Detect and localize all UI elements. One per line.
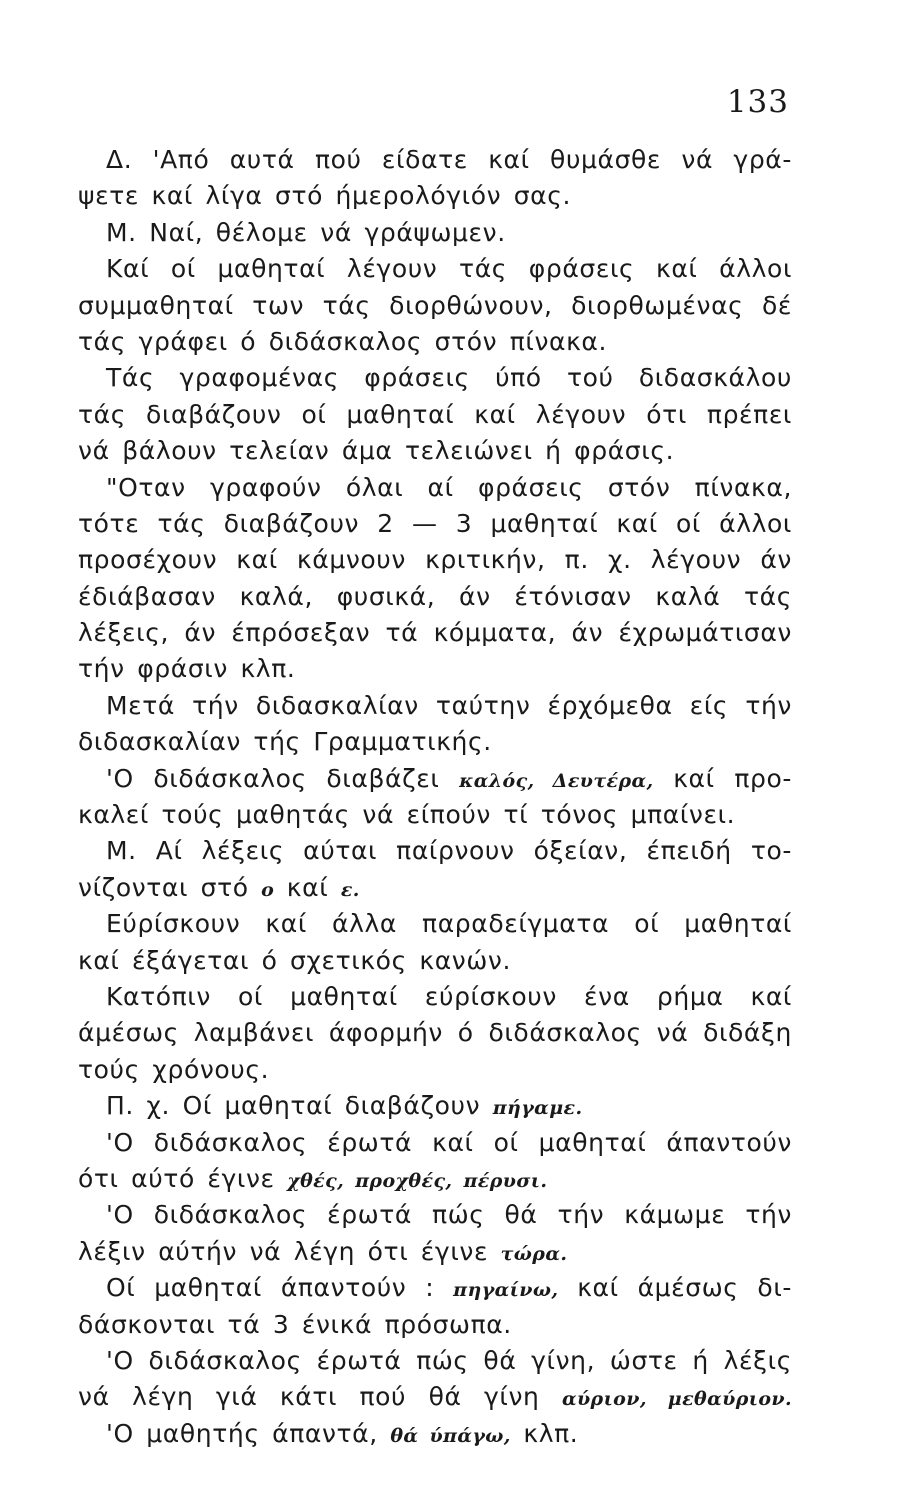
text-run: Καί οί μαθηταί λέγουν τάς φράσεις καί άλλοι [106,254,792,284]
text-run: Οί μαθηταί άπαντούν : [106,1273,454,1303]
text-line [78,360,792,396]
emphasized-word: ε. [340,878,360,901]
text-run: τούς χρόνους. [78,1054,270,1084]
body-text [78,142,792,1452]
emphasized-word: ο [261,878,275,901]
emphasized-word: πήγαμε. [492,1097,583,1120]
text-run: καλεί τούς μαθητάς νά είπούν τί τόνος μπαίνει. [78,800,736,830]
text-line [78,288,792,324]
emphasized-word: πηγαίνω, [453,1279,559,1302]
text-line [78,688,792,724]
text-run: κλπ. [510,1418,579,1448]
text-line [78,1088,792,1124]
text-line [78,1416,792,1452]
text-line [78,178,792,214]
page-number: 133 [726,84,789,120]
text-run: συμμαθηταί των τάς διορθώνουν, διορθωμένας δέ [78,290,792,320]
text-run: ψετε καί λίγα στό ήμερολόγιόν σας. [78,181,572,211]
emphasized-word: καλός, Δευτέρα, [459,769,654,792]
text-run: Μ. Αί λέξεις αύται παίρνουν όξείαν, έπειδή το- [106,836,792,866]
text-run: Τάς γραφομένας φράσεις ύπό τού διδασκάλου [106,363,792,393]
text-run: τότε τάς διαβάζουν 2 — 3 μαθηταί καί οί άλλοι [78,508,792,538]
text-line [78,651,792,687]
text-line [78,579,792,615]
text-run: ότι αύτό έγινε [78,1163,288,1193]
text-line [78,906,792,942]
text-line [78,1161,792,1197]
text-run: καί [274,872,341,902]
text-run: Δ. 'Από αυτά πού είδατε καί θυμάσθε νά γρά- [106,145,792,174]
text-run: νίζονται στό [78,872,262,902]
text-line [78,251,792,287]
text-run: δάσκονται τά 3 ένικά πρόσωπα. [78,1309,512,1339]
text-line [78,1197,792,1233]
text-run: τάς γράφει ό διδάσκαλος στόν πίνακα. [78,326,608,356]
text-line [78,615,792,651]
text-line [78,542,792,578]
text-run: καί άμέσως δι- [558,1273,792,1303]
text-line [78,397,792,433]
emphasized-word: θά ύπάγω, [390,1424,511,1447]
emphasized-word: αύριον, μεθαύριον. [561,1388,793,1411]
text-run: λέξιν αύτήν νά λέγη ότι έγινε [78,1236,501,1266]
text-run: Μ. Ναί, θέλομε νά γράψωμεν. [106,217,506,247]
text-line [78,1052,792,1088]
text-run: προσέχουν καί κάμνουν κριτικήν, π. χ. λέγουν άν [78,545,792,575]
text-line [78,470,792,506]
text-line [78,506,792,542]
text-line [78,215,792,251]
text-run: Μετά τήν διδασκαλίαν ταύτην έρχόμεθα είς τήν [106,690,792,720]
text-run: 'Ο μαθητής άπαντά, [106,1418,391,1448]
text-run: έδιάβασαν καλά, φυσικά, άν έτόνισαν καλά τάς [78,581,792,611]
text-line [78,433,792,469]
text-run: νά λέγη γιά κάτι πού θά γίνη [78,1382,562,1412]
text-run: διδασκαλίαν τής Γραμματικής. [78,727,492,757]
text-line [78,1343,792,1379]
text-line [78,142,792,178]
text-line [78,724,792,760]
text-line [78,1307,792,1343]
text-run: άμέσως λαμβάνει άφορμήν ό διδάσκαλος νά διδάξη [78,1018,792,1048]
text-line [78,797,792,833]
text-run: τάς διαβάζουν οί μαθηταί καί λέγουν ότι πρέπει [78,399,792,429]
text-line [78,1270,792,1306]
text-run: "Οταν γραφούν όλαι αί φράσεις στόν πίνακα, [106,472,792,502]
text-line [78,1125,792,1161]
text-run: 'Ο διδάσκαλος έρωτά πώς θά τήν κάμωμε τήν [106,1200,792,1230]
text-run: Εύρίσκουν καί άλλα παραδείγματα οί μαθηταί [106,909,792,939]
text-run: καί έξάγεται ό σχετικός κανών. [78,945,512,975]
text-run: 'Ο διδάσκαλος διαβάζει [106,763,460,793]
text-line [78,324,792,360]
text-run: 'Ο διδάσκαλος έρωτά καί οί μαθηταί άπαντούν [106,1127,792,1157]
text-run: τήν φράσιν κλπ. [78,654,296,684]
text-line [78,870,792,906]
emphasized-word: τώρα. [500,1242,568,1265]
text-line [78,943,792,979]
text-run: 'Ο διδάσκαλος έρωτά πώς θά γίνη, ώστε ή λέξις [106,1345,792,1375]
text-run: Π. χ. Οί μαθηταί διαβάζουν [106,1091,493,1121]
text-line [78,833,792,869]
text-run: Κατόπιν οί μαθηταί εύρίσκουν ένα ρήμα καί [106,981,792,1011]
text-line [78,1015,792,1051]
text-line [78,1379,792,1415]
emphasized-word: χθές, προχθές, πέρυσι. [287,1169,548,1192]
text-line [78,761,792,797]
text-line [78,979,792,1015]
text-run: λέξεις, άν έπρόσεξαν τά κόμματα, άν έχρωμάτισαν [78,618,792,648]
text-run: νά βάλουν τελείαν άμα τελειώνει ή φράσις. [78,436,675,466]
text-line [78,1234,792,1270]
text-run: καί προ- [653,763,792,793]
